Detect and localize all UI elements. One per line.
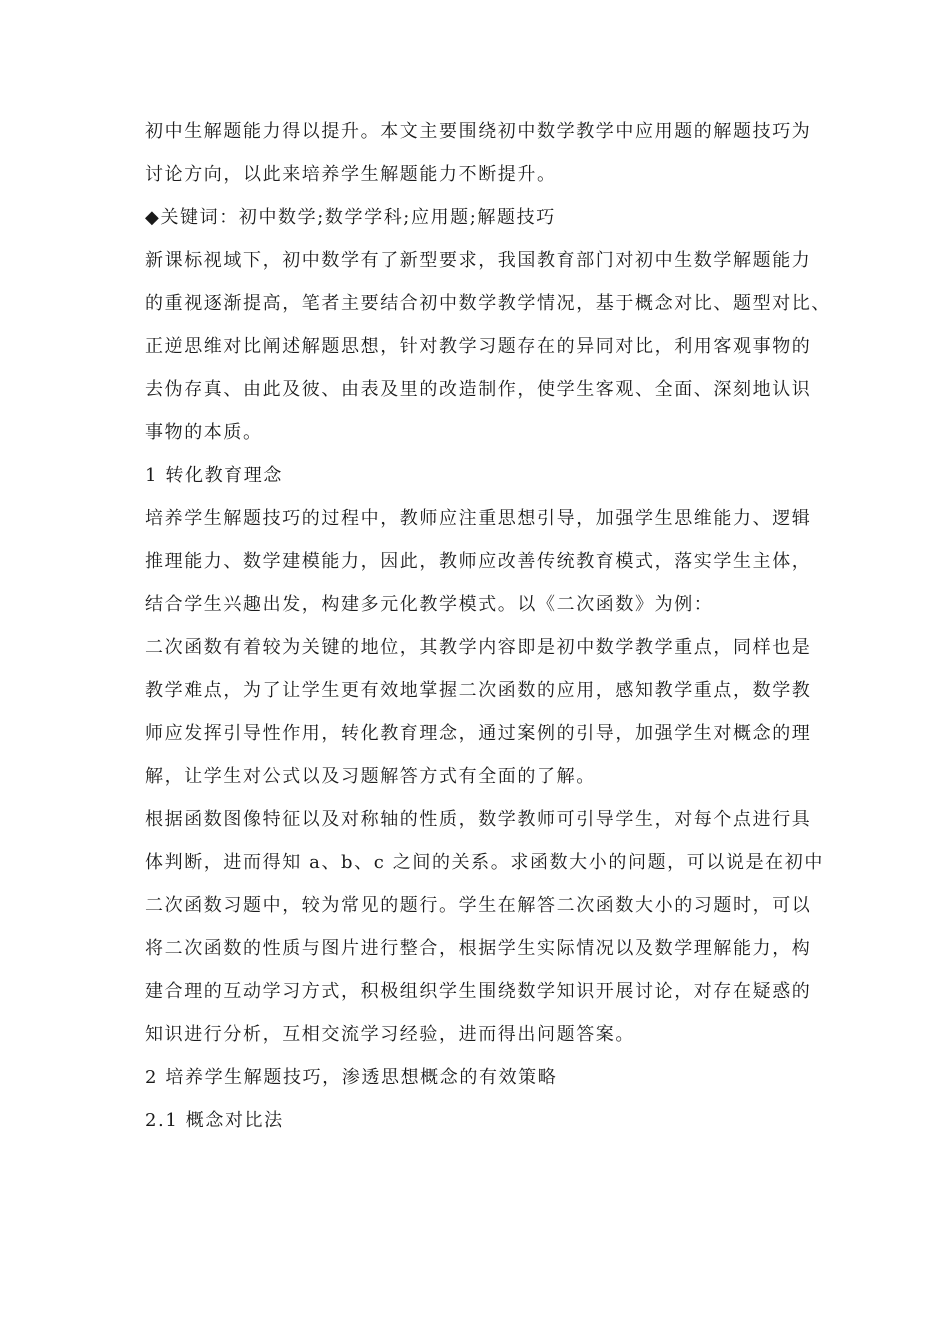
text-line: 初中生解题能力得以提升。本文主要围绕初中数学教学中应用题的解题技巧为 bbox=[145, 121, 812, 142]
text-line: 将二次函数的性质与图片进行整合，根据学生实际情况以及数学理解能力，构 bbox=[145, 938, 812, 959]
section-heading: 2 培养学生解题技巧，渗透思想概念的有效策略 bbox=[145, 1067, 558, 1088]
text-line: 讨论方向，以此来培养学生解题能力不断提升。 bbox=[145, 164, 557, 185]
text-line: 的重视逐渐提高，笔者主要结合初中数学教学情况，基于概念对比、题型对比、 bbox=[145, 293, 831, 314]
subsection-heading: 2.1 概念对比法 bbox=[145, 1110, 284, 1131]
text-line: 新课标视域下，初中数学有了新型要求，我国教育部门对初中生数学解题能力 bbox=[145, 250, 812, 271]
text-line: 二次函数有着较为关键的地位，其教学内容即是初中数学教学重点，同样也是 bbox=[145, 637, 812, 658]
text-line: 解，让学生对公式以及习题解答方式有全面的了解。 bbox=[145, 766, 596, 787]
text-line: 建合理的互动学习方式，积极组织学生围绕数学知识开展讨论，对存在疑惑的 bbox=[145, 981, 812, 1002]
text-line: 正逆思维对比阐述解题思想，针对教学习题存在的异同对比，利用客观事物的 bbox=[145, 336, 812, 357]
text-line: 去伪存真、由此及彼、由表及里的改造制作，使学生客观、全面、深刻地认识 bbox=[145, 379, 812, 400]
text-line: 体判断，进而得知 a、b、c 之间的关系。求函数大小的问题，可以说是在初中 bbox=[145, 852, 824, 873]
text-line: 事物的本质。 bbox=[145, 422, 263, 443]
keywords-line: ◆关键词：初中数学;数学学科;应用题;解题技巧 bbox=[145, 207, 556, 228]
text-line: 结合学生兴趣出发，构建多元化教学模式。以《二次函数》为例： bbox=[145, 594, 714, 615]
document-page bbox=[145, 110, 831, 1142]
text-line: 教学难点，为了让学生更有效地掌握二次函数的应用，感知教学重点，数学教 bbox=[145, 680, 812, 701]
section-heading: 1 转化教育理念 bbox=[145, 465, 283, 486]
text-line: 师应发挥引导性作用，转化教育理念，通过案例的引导，加强学生对概念的理 bbox=[145, 723, 812, 744]
text-line: 推理能力、数学建模能力，因此，教师应改善传统教育模式，落实学生主体， bbox=[145, 551, 812, 572]
text-line: 培养学生解题技巧的过程中，教师应注重思想引导，加强学生思维能力、逻辑 bbox=[145, 508, 812, 529]
text-line: 知识进行分析，互相交流学习经验，进而得出问题答案。 bbox=[145, 1024, 635, 1045]
text-line: 二次函数习题中，较为常见的题行。学生在解答二次函数大小的习题时，可以 bbox=[145, 895, 812, 916]
text-line: 根据函数图像特征以及对称轴的性质，数学教师可引导学生，对每个点进行具 bbox=[145, 809, 812, 830]
